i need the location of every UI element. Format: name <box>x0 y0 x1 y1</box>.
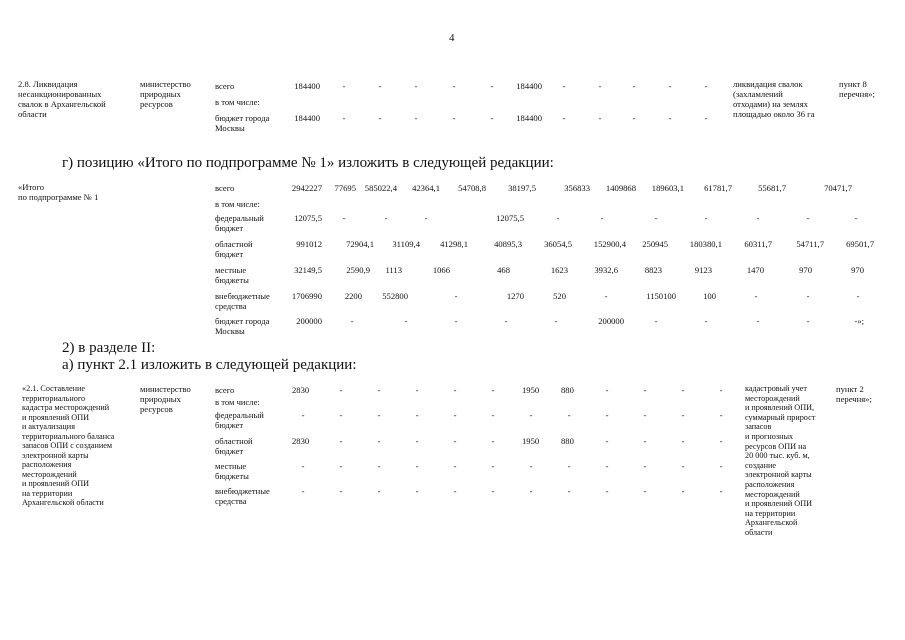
cell: 12075,5 <box>496 213 524 223</box>
cell: 970 <box>799 265 812 275</box>
executor: министерство природных ресурсов <box>140 384 191 414</box>
cell: 991012 <box>296 239 322 249</box>
cell: - <box>704 213 708 223</box>
row-label: в том числе: <box>215 397 260 407</box>
cell: 520 <box>553 291 566 301</box>
row-label: внебюджетные средства <box>215 486 270 506</box>
row-label: в том числе: <box>215 199 260 209</box>
cell: - <box>567 486 571 496</box>
cell: - <box>643 410 647 420</box>
cell: - <box>704 316 708 326</box>
cell: - <box>339 385 343 395</box>
cell: 184400 <box>516 81 542 91</box>
cell: 585022,4 <box>364 183 397 193</box>
row-label: внебюджетные средства <box>215 291 270 311</box>
heading-g: г) позицию «Итого по подпрограмме № 1» изложить в следующей редакции: <box>62 155 554 171</box>
cell: - <box>453 436 457 446</box>
cell: - <box>554 316 558 326</box>
cell: 69501,7 <box>846 239 874 249</box>
cell: - <box>562 81 566 91</box>
cell: - <box>756 316 760 326</box>
cell: 2590,9 <box>346 265 370 275</box>
heading-section-2: 2) в разделе II: <box>62 340 156 356</box>
cell: - <box>719 461 723 471</box>
cell: - <box>605 385 609 395</box>
cell: 54711,7 <box>796 239 824 249</box>
cell: - <box>339 410 343 420</box>
cell: -»; <box>854 316 864 326</box>
cell: - <box>654 316 658 326</box>
cell: - <box>301 461 305 471</box>
cell: - <box>600 213 604 223</box>
cell: - <box>529 486 533 496</box>
cell: - <box>704 81 708 91</box>
cell: 1950 <box>522 385 540 395</box>
row-label: областной бюджет <box>215 436 253 456</box>
cell: - <box>490 81 494 91</box>
cell: - <box>719 385 723 395</box>
cell: 3932,6 <box>594 265 618 275</box>
cell: - <box>643 461 647 471</box>
cell: 970 <box>851 265 864 275</box>
cell: 2830 <box>292 436 310 446</box>
cell: - <box>632 81 636 91</box>
cell: - <box>681 486 685 496</box>
cell: 40895,3 <box>494 239 522 249</box>
cell: 1950 <box>522 436 540 446</box>
cell: - <box>415 410 419 420</box>
cell: 32149,5 <box>294 265 322 275</box>
cell: 880 <box>561 436 574 446</box>
cell: - <box>806 213 810 223</box>
cell: - <box>377 410 381 420</box>
cell: 552800 <box>382 291 408 301</box>
cell: - <box>854 213 858 223</box>
cell: 180380,1 <box>689 239 722 249</box>
row-label: местные бюджеты <box>215 265 249 285</box>
row-label: бюджет города Москвы <box>215 316 270 336</box>
cell: - <box>414 113 418 123</box>
cell: - <box>377 461 381 471</box>
cell: 1470 <box>746 265 764 275</box>
cell: 1066 <box>432 265 450 275</box>
cell: - <box>856 291 860 301</box>
cell: 250945 <box>642 239 668 249</box>
cell: - <box>719 436 723 446</box>
row-label: федеральный бюджет <box>215 410 264 430</box>
cell: 189603,1 <box>651 183 684 193</box>
cell: - <box>452 113 456 123</box>
cell: - <box>668 113 672 123</box>
cell: - <box>491 436 495 446</box>
cell: - <box>529 410 533 420</box>
row-label-total: всего <box>215 81 235 91</box>
cell: - <box>681 436 685 446</box>
cell: - <box>339 486 343 496</box>
cell: 2830 <box>292 385 310 395</box>
page-number: 4 <box>449 32 455 44</box>
cell: 184400 <box>294 113 320 123</box>
cell: - <box>453 486 457 496</box>
cell: - <box>719 486 723 496</box>
cell: - <box>719 410 723 420</box>
cell: - <box>342 81 346 91</box>
cell: 184400 <box>516 113 542 123</box>
cell: - <box>415 436 419 446</box>
cell: 8823 <box>644 265 662 275</box>
row-label-moscow: бюджет города Москвы <box>215 113 270 133</box>
executor: министерство природных ресурсов <box>140 79 191 109</box>
cell: - <box>806 291 810 301</box>
cell: 1113 <box>385 265 402 275</box>
cell: - <box>605 436 609 446</box>
cell: - <box>301 410 305 420</box>
cell: - <box>339 436 343 446</box>
cell: - <box>342 113 346 123</box>
cell: - <box>567 461 571 471</box>
cell: - <box>605 410 609 420</box>
reference: пункт 2 перечня»; <box>836 384 872 404</box>
row-label: всего <box>215 183 235 193</box>
cell: 41298,1 <box>440 239 468 249</box>
row-label-including: в том числе: <box>215 97 260 107</box>
cell: 72904,1 <box>346 239 374 249</box>
cell: - <box>681 410 685 420</box>
expected-result: ликвидация свалок (захламлений отходами) на землях площадью около 36 га <box>733 79 815 119</box>
cell: - <box>567 410 571 420</box>
cell: - <box>453 461 457 471</box>
cell: - <box>605 461 609 471</box>
cell: 1706990 <box>291 291 322 301</box>
cell: 12075,5 <box>294 213 322 223</box>
cell: 54708,8 <box>458 183 486 193</box>
cell: - <box>301 486 305 496</box>
cell: - <box>384 213 388 223</box>
expected-result: кадастровый учет месторождений и проявлений ОПИ, суммарный прирост запасов и прогнозных ресурсов ОПИ на 20 000 тыс. куб. м, создание электронной карты расположения месторождений и проявлений ОПИ на территории Архангельской области <box>745 384 816 537</box>
row-label: федеральный бюджет <box>215 213 264 233</box>
cell: 31109,4 <box>392 239 420 249</box>
cell: - <box>643 385 647 395</box>
cell: 100 <box>703 291 716 301</box>
cell: - <box>452 81 456 91</box>
cell: - <box>377 436 381 446</box>
cell: - <box>378 81 382 91</box>
cell: - <box>491 410 495 420</box>
cell: - <box>414 81 418 91</box>
cell: 9123 <box>694 265 712 275</box>
cell: - <box>556 213 560 223</box>
cell: 880 <box>561 385 574 395</box>
cell: 61781,7 <box>704 183 732 193</box>
cell: 70471,7 <box>824 183 852 193</box>
cell: - <box>377 385 381 395</box>
cell: - <box>598 113 602 123</box>
cell: - <box>681 461 685 471</box>
cell: 55681,7 <box>758 183 786 193</box>
cell: - <box>604 291 608 301</box>
cell: - <box>342 213 346 223</box>
cell: 1270 <box>506 291 524 301</box>
cell: - <box>491 486 495 496</box>
cell: - <box>605 486 609 496</box>
cell: - <box>454 316 458 326</box>
cell: - <box>415 486 419 496</box>
cell: 184400 <box>294 81 320 91</box>
cell: - <box>404 316 408 326</box>
heading-a: а) пункт 2.1 изложить в следующей редакции: <box>62 357 357 373</box>
cell: - <box>681 385 685 395</box>
cell: - <box>453 385 457 395</box>
cell: 152900,4 <box>593 239 626 249</box>
cell: 42364,1 <box>412 183 440 193</box>
cell: - <box>377 486 381 496</box>
cell: - <box>424 213 428 223</box>
cell: 38197,5 <box>508 183 536 193</box>
row-label: всего <box>215 385 235 395</box>
cell: - <box>668 81 672 91</box>
cell: - <box>415 385 419 395</box>
reference: пункт 8 перечня»; <box>839 79 875 99</box>
cell: - <box>490 113 494 123</box>
cell: 468 <box>497 265 510 275</box>
cell: 2200 <box>344 291 362 301</box>
activity-name: «2.1. Составление территориального кадастра месторождений и проявлений ОПИ и актуализация территориального баланса запасов ОПИ с созданием электронной карты расположения месторождений и проявлений ОПИ на территории Архангельской области <box>22 384 115 507</box>
cell: - <box>632 113 636 123</box>
cell: - <box>756 213 760 223</box>
itogo-name: «Итого по подпрограмме № 1 <box>18 182 99 202</box>
cell: - <box>754 291 758 301</box>
cell: 60311,7 <box>744 239 772 249</box>
cell: 36054,5 <box>544 239 572 249</box>
cell: - <box>453 410 457 420</box>
cell: - <box>350 316 354 326</box>
cell: - <box>529 461 533 471</box>
cell: - <box>643 436 647 446</box>
cell: 200000 <box>598 316 624 326</box>
cell: - <box>454 291 458 301</box>
cell: - <box>643 486 647 496</box>
cell: 1150100 <box>646 291 676 301</box>
activity-name: 2.8. Ликвидация несанкционированных свалок в Архангельской области <box>18 79 106 119</box>
cell: - <box>491 461 495 471</box>
cell: - <box>562 113 566 123</box>
cell: 77695 <box>334 183 356 193</box>
cell: - <box>415 461 419 471</box>
cell: 1623 <box>550 265 568 275</box>
cell: 2942227 <box>291 183 322 193</box>
cell: 1409868 <box>605 183 636 193</box>
cell: 200000 <box>296 316 322 326</box>
cell: - <box>654 213 658 223</box>
cell: - <box>504 316 508 326</box>
cell: - <box>378 113 382 123</box>
cell: - <box>598 81 602 91</box>
row-label: областной бюджет <box>215 239 253 259</box>
cell: 356833 <box>564 183 590 193</box>
cell: - <box>704 113 708 123</box>
cell: - <box>491 385 495 395</box>
cell: - <box>339 461 343 471</box>
cell: - <box>806 316 810 326</box>
row-label: местные бюджеты <box>215 461 249 481</box>
